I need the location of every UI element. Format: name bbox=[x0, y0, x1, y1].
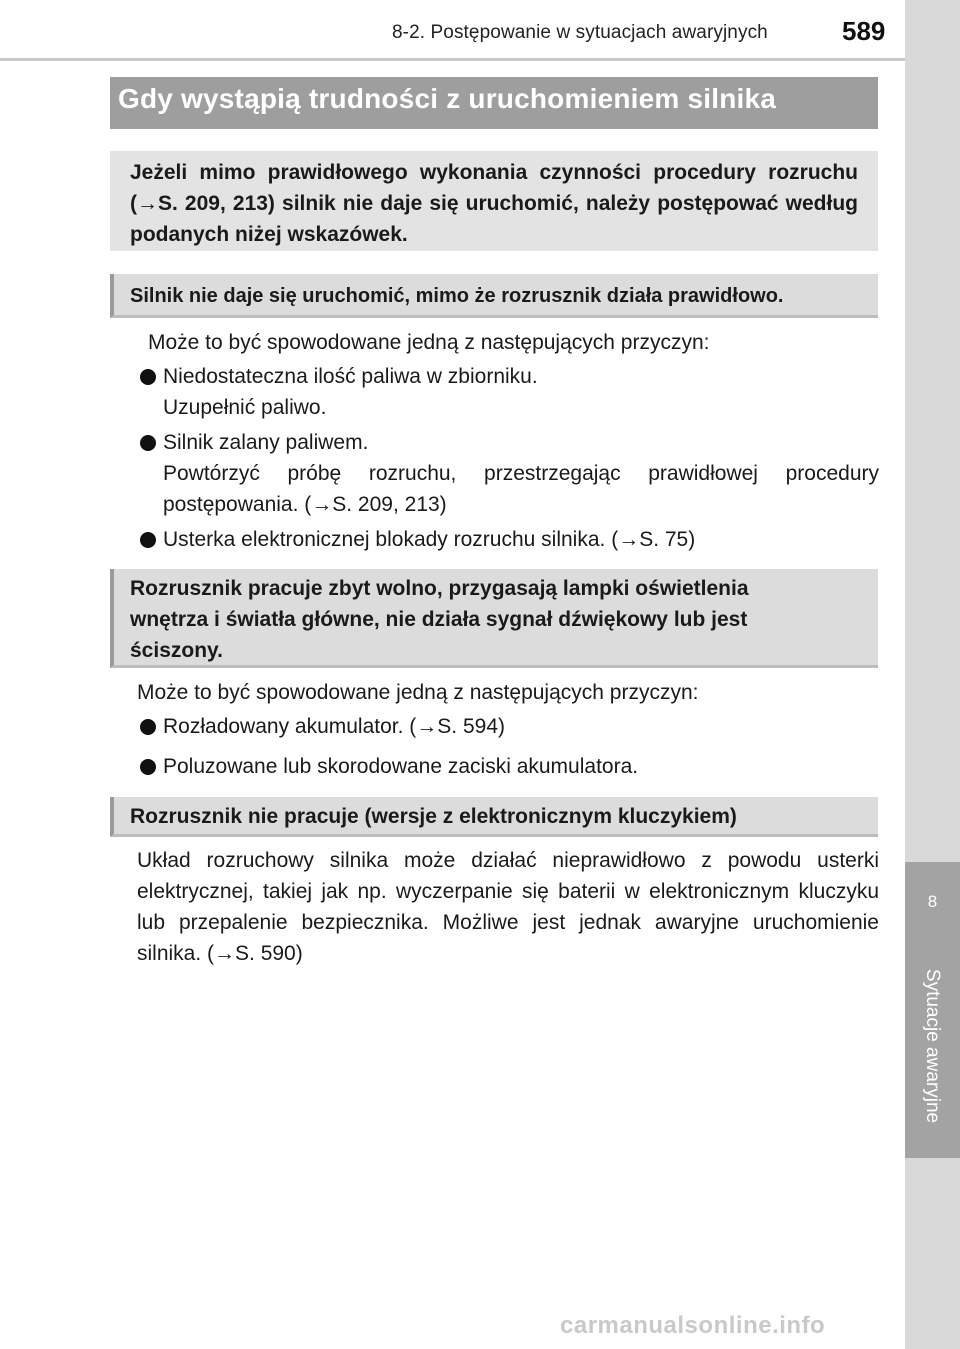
bullet-text: Niedostateczna ilość paliwa w zbiorniku. bbox=[163, 365, 538, 388]
watermark: carmanualsonline.info bbox=[560, 1312, 826, 1339]
chapter-side-tab bbox=[905, 0, 960, 1349]
bullet-icon bbox=[140, 369, 156, 385]
page-title: Gdy wystąpią trudności z uruchomieniem silnika bbox=[118, 83, 777, 114]
section-body: Układ rozruchowy silnika może działać nieprawidłowo z powodu usterki elektrycznej, takiej jak np. wyczerpanie się baterii w elektronicznym kluczyku lub przepalenie bezpiecznika. Możliwe jest jednak awaryjne uruchomienie silnika. (→S. 590) bbox=[137, 849, 879, 965]
chapter-number: 8 bbox=[927, 892, 938, 911]
section-heading-line: ściszony. bbox=[130, 639, 223, 662]
header-divider bbox=[0, 58, 905, 61]
intro-text: Jeżeli mimo prawidłowego wykonania czynności procedury rozruchu (→S. 209, 213) silnik nie daje się uruchomić, należy postępować według podanych niżej wskazówek. bbox=[130, 161, 858, 246]
section-heading: Silnik nie daje się uruchomić, mimo że rozrusznik działa prawidłowo. bbox=[130, 285, 784, 307]
bullet-text: Poluzowane lub skorodowane zaciski akumulatora. bbox=[163, 755, 639, 778]
bullet-text: Silnik zalany paliwem. bbox=[163, 431, 369, 454]
section-lead: Może to być spowodowane jedną z następujących przyczyn: bbox=[148, 331, 710, 354]
bullet-detail: Powtórzyć próbę rozruchu, przestrzegając prawidłowej procedury bbox=[163, 462, 879, 485]
bullet-icon bbox=[140, 719, 156, 735]
section-lead: Może to być spowodowane jedną z następujących przyczyn: bbox=[137, 681, 699, 704]
bullet-text: Usterka elektronicznej blokady rozruchu silnika. (→S. 75) bbox=[163, 528, 696, 551]
section-heading: Rozrusznik nie pracuje (wersje z elektronicznym kluczykiem) bbox=[130, 805, 737, 828]
bullet-detail: Uzupełnić paliwo. bbox=[163, 396, 327, 419]
page-number: 589 bbox=[842, 16, 886, 46]
bullet-icon bbox=[140, 759, 156, 775]
bullet-detail: postępowania. (→S. 209, 213) bbox=[163, 493, 447, 516]
bullet-icon bbox=[140, 532, 156, 548]
section-heading-line: Rozrusznik pracuje zbyt wolno, przygasają lampki oświetlenia bbox=[130, 577, 749, 600]
running-header: 8-2. Postępowanie w sytuacjach awaryjnych bbox=[392, 22, 768, 43]
section-heading-line: wnętrza i światła główne, nie działa sygnał dźwiękowy lub jest bbox=[130, 608, 748, 631]
bullet-icon bbox=[140, 435, 156, 451]
bullet-text: Rozładowany akumulator. (→S. 594) bbox=[163, 715, 505, 738]
chapter-label: Sytuacje awaryjne bbox=[922, 968, 943, 1124]
